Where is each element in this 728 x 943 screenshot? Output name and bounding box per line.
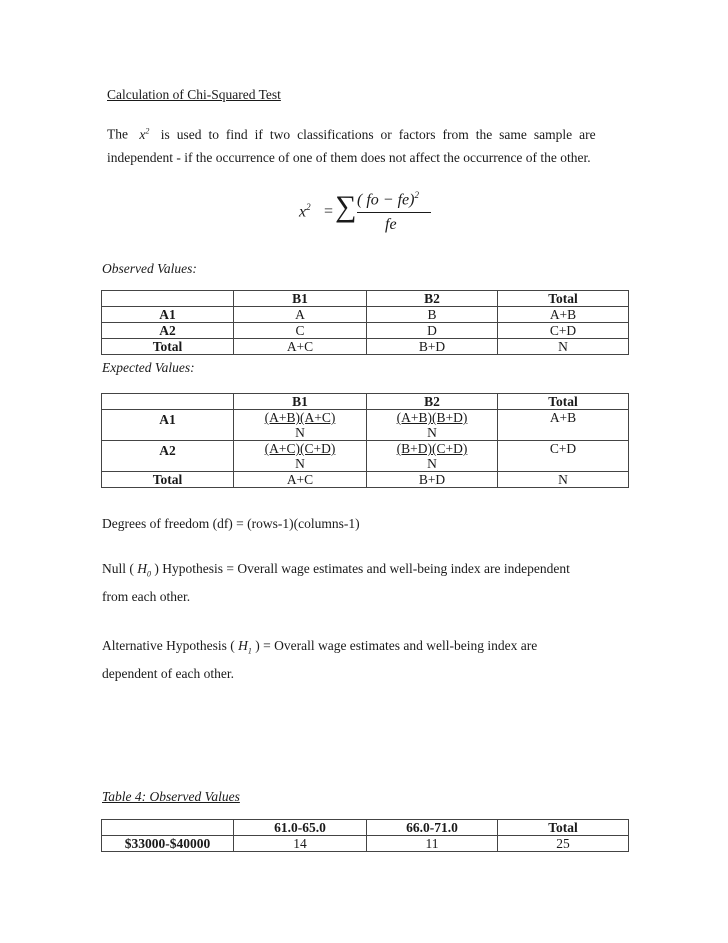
fraction-bar (357, 212, 431, 213)
table-cell: N (498, 339, 629, 355)
fraction-cell (367, 410, 498, 441)
header-cell (102, 394, 234, 410)
null-hypothesis-line-1: Null ( $H_0$ ) Hypothesis = Overall wage estimates and well-being index are independent (102, 561, 570, 579)
header-cell: B2 (367, 394, 498, 410)
sigma-symbol: ∑ (335, 190, 357, 223)
table-header-row (102, 291, 629, 307)
fraction-denominator: N (427, 425, 437, 440)
row-label: Total (102, 339, 234, 355)
row-label: A1 (102, 410, 234, 441)
header-cell (102, 291, 234, 307)
table-row (102, 339, 629, 355)
table-cell: D (367, 323, 498, 339)
fraction-cell (367, 441, 498, 472)
chi-symbol: $x^2$ (139, 126, 150, 142)
fraction-numerator: (A+B)(B+D) (396, 410, 468, 425)
table-cell: N (498, 472, 629, 488)
expected-values-table (101, 393, 629, 488)
header-cell: Total (498, 291, 629, 307)
intro-line-2: independent - if the occurrence of one of them does not affect the occurrence of the other. (107, 150, 591, 165)
table-cell: 14 (234, 836, 367, 852)
table-header-row (102, 394, 629, 410)
table-cell: B+D (367, 339, 498, 355)
table-row (102, 307, 629, 323)
intro-line-1-rest: is used to find if two classifications or factors from the same sample are (160, 126, 596, 142)
header-cell: Total (498, 820, 629, 836)
table-cell: C (234, 323, 367, 339)
table-row (102, 836, 629, 852)
h0-symbol: $H_0$ (137, 561, 151, 579)
alt-hypothesis-line-2: dependent of each other. (102, 666, 234, 681)
header-cell: Total (498, 394, 629, 410)
table-row (102, 472, 629, 488)
table4-observed-values (101, 819, 629, 852)
table4-caption: Table 4: Observed Values (102, 789, 240, 804)
table-cell: A+B (498, 307, 629, 323)
row-label: $33000-$40000 (102, 836, 234, 852)
table-cell: 11 (367, 836, 498, 852)
row-label: Total (102, 472, 234, 488)
table-cell: A+C (234, 339, 367, 355)
chi-squared-formula (295, 186, 445, 246)
formula-denominator: fe (385, 216, 397, 233)
row-label: A2 (102, 323, 234, 339)
header-cell: B1 (234, 394, 367, 410)
table-cell: B+D (367, 472, 498, 488)
intro-line-1 (107, 122, 621, 143)
table-cell: A+B (498, 410, 629, 441)
fraction-cell (234, 410, 367, 441)
intro-word-the: The (107, 126, 128, 142)
table-cell: C+D (498, 323, 629, 339)
observed-caption: Observed Values: (102, 261, 197, 276)
header-cell: B1 (234, 291, 367, 307)
table-cell: A+C (234, 472, 367, 488)
fraction-cell (234, 441, 367, 472)
table-cell: A (234, 307, 367, 323)
h1-symbol: $H_1$ (238, 638, 252, 656)
header-cell: 61.0-65.0 (234, 820, 367, 836)
table-cell: 25 (498, 836, 629, 852)
fraction-numerator: (A+C)(C+D) (264, 441, 336, 456)
row-label: A2 (102, 441, 234, 472)
fraction-numerator: (A+B)(A+C) (264, 410, 336, 425)
table-row (102, 410, 629, 441)
observed-values-table (101, 290, 629, 355)
fraction-numerator: (B+D)(C+D) (396, 441, 468, 456)
fraction-denominator: N (295, 456, 305, 471)
expected-caption: Expected Values: (102, 360, 195, 375)
header-cell: B2 (367, 291, 498, 307)
table-cell: C+D (498, 441, 629, 472)
formula-numerator: ( fo − fe)$^2$ (357, 190, 419, 209)
fraction-denominator: N (295, 425, 305, 440)
formula-equals: = (324, 203, 334, 220)
formula-lhs: $x^2$ (299, 202, 311, 221)
null-hypothesis-line-2: from each other. (102, 589, 191, 604)
table-row (102, 323, 629, 339)
section-heading: Calculation of Chi-Squared Test (107, 87, 281, 102)
alt-hypothesis-line-1: Alternative Hypothesis ( $H_1$ ) = Overall wage estimates and well-being index are (102, 638, 538, 656)
degrees-of-freedom: Degrees of freedom (df) = (rows-1)(columns-1) (102, 516, 360, 531)
fraction-denominator: N (427, 456, 437, 471)
table-header-row (102, 820, 629, 836)
row-label: A1 (102, 307, 234, 323)
table-cell: B (367, 307, 498, 323)
header-cell (102, 820, 234, 836)
table-row (102, 441, 629, 472)
header-cell: 66.0-71.0 (367, 820, 498, 836)
